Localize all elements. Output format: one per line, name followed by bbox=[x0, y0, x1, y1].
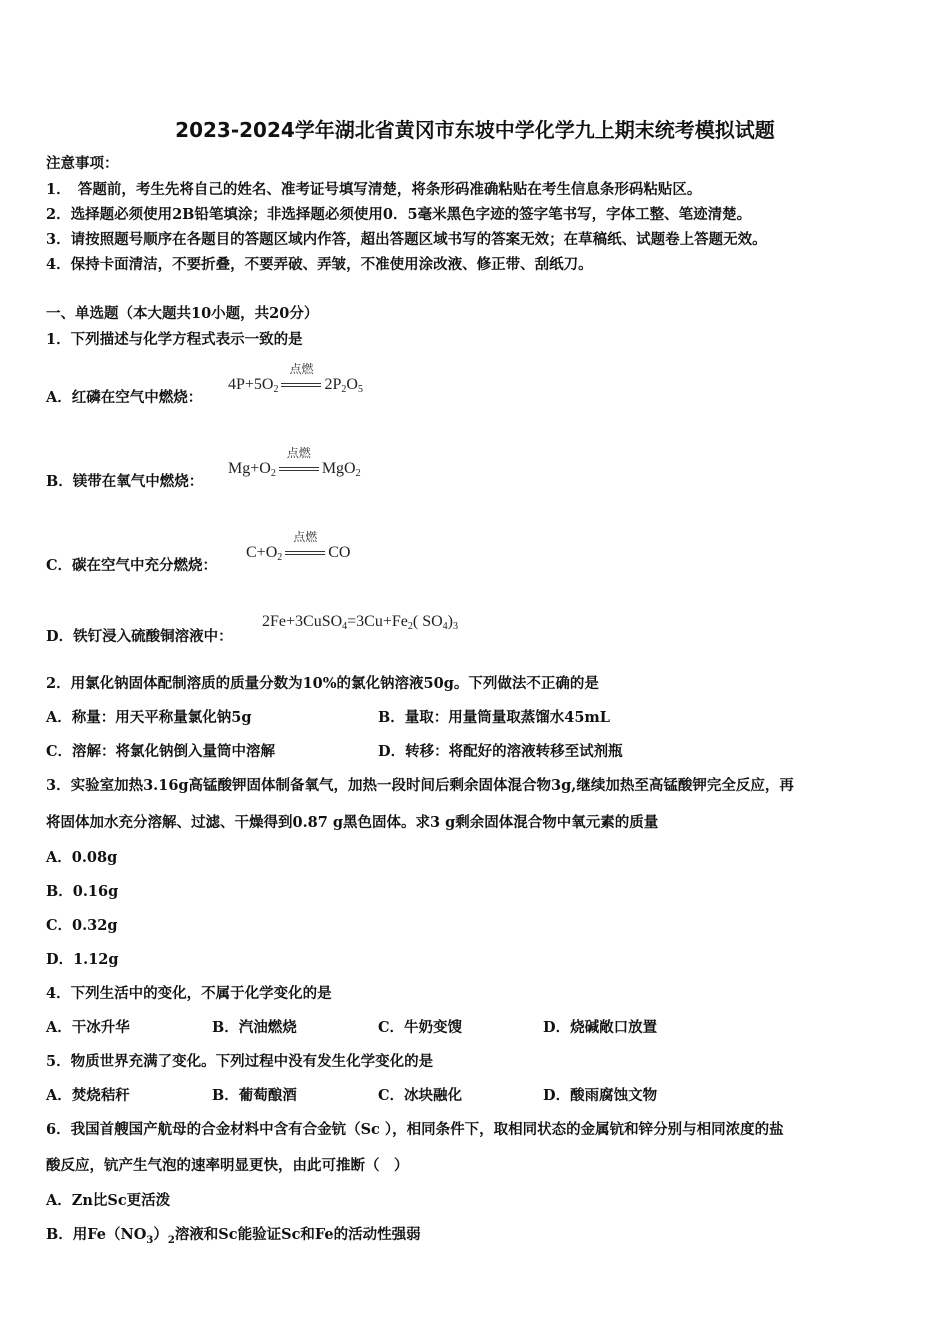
q2-option-b: B．量取：用量筒量取蒸馏水45mL bbox=[378, 709, 610, 726]
eq-subscript: 3 bbox=[452, 621, 458, 632]
q3-option-b: B．0.16g bbox=[46, 883, 119, 900]
eq-reactants: 4P+5O bbox=[228, 376, 274, 393]
q1-stem: 1．下列描述与化学方程式表示一致的是 bbox=[46, 331, 303, 348]
q1-option-b-equation bbox=[228, 446, 361, 479]
notice-item: 3．请按照题号顺序在各题目的答题区域内作答，超出答题区域书写的答案无效；在草稿纸、试题卷上答题无效。 bbox=[46, 231, 767, 248]
eq-product: MgO bbox=[321, 460, 356, 477]
q3-option-c: C．0.32g bbox=[46, 917, 118, 934]
q6-option-b bbox=[46, 1223, 421, 1246]
q5-option-a: A．焚烧秸秆 bbox=[46, 1087, 130, 1104]
eq-subscript: 2 bbox=[407, 621, 413, 632]
eq-subscript: 2 bbox=[277, 552, 283, 563]
q6-option-b-text: ） bbox=[153, 1226, 168, 1243]
q3-option-d: D．1.12g bbox=[46, 951, 119, 968]
q2-option-d: D．转移：将配好的溶液转移至试剂瓶 bbox=[378, 743, 623, 760]
eq-part: ( SO bbox=[412, 613, 443, 630]
q5-option-d: D．酸雨腐蚀文物 bbox=[543, 1087, 658, 1104]
q1-option-b-label: B．镁带在氧气中燃烧： bbox=[46, 473, 204, 490]
q6-option-b-text: B．用Fe（NO bbox=[46, 1226, 147, 1243]
eq-subscript: 2 bbox=[273, 384, 279, 395]
q4-option-b: B．汽油燃烧 bbox=[212, 1019, 297, 1036]
q6-stem-line2: 酸反应，钪产生气泡的速率明显更快，由此可推断（ ） bbox=[46, 1157, 409, 1174]
eq-subscript: 2 bbox=[355, 468, 361, 479]
subscript: 3 bbox=[146, 1234, 154, 1246]
eq-part: 2Fe+3CuSO bbox=[262, 613, 343, 630]
q1-option-c-equation bbox=[246, 530, 351, 563]
q4-option-d: D．烧碱敞口放置 bbox=[543, 1019, 658, 1036]
reaction-arrow bbox=[283, 530, 327, 562]
notice-heading: 注意事项： bbox=[46, 155, 119, 172]
q3-option-a: A．0.08g bbox=[46, 849, 118, 866]
q5-option-b: B．葡萄酿酒 bbox=[212, 1087, 297, 1104]
q3-stem-line2: 将固体加水充分溶解、过滤、干燥得到0.87 g黑色固体。求3 g剩余固体混合物中氧元素的质量 bbox=[46, 814, 659, 831]
q6-option-b-text: 溶液和Sc能验证Sc和Fe的活动性强弱 bbox=[174, 1226, 421, 1243]
eq-subscript: 2 bbox=[270, 468, 276, 479]
q6-stem-line1: 6．我国首艘国产航母的合金材料中含有合金钪（Sc ），相同条件下，取相同状态的金属钪和锌分别与相同浓度的盐 bbox=[46, 1121, 784, 1138]
notice-item: 4．保持卡面清洁，不要折叠，不要弄破、弄皱，不准使用涂改液、修正带、刮纸刀。 bbox=[46, 256, 593, 273]
q6-option-a: A．Zn比Sc更活泼 bbox=[46, 1192, 171, 1209]
q3-stem-line1: 3．实验室加热3.16g高锰酸钾固体制备氧气，加热一段时间后剩余固体混合物3g,继续加热至高锰酸钾完全反应，再 bbox=[46, 777, 794, 794]
q2-stem: 2．用氯化钠固体配制溶质的质量分数为10%的氯化钠溶液50g。下列做法不正确的是 bbox=[46, 675, 599, 692]
eq-part: ) bbox=[447, 613, 453, 630]
section-heading: 一、单选题（本大题共10小题，共20分） bbox=[46, 305, 319, 322]
notice-item: 1． 答题前，考生先将自己的姓名、准考证号填写清楚，将条形码准确粘贴在考生信息条形码粘贴区。 bbox=[46, 181, 702, 198]
reaction-arrow bbox=[279, 362, 323, 394]
reaction-condition: 点燃 bbox=[289, 362, 314, 377]
q4-option-a: A．干冰升华 bbox=[46, 1019, 130, 1036]
q4-stem: 4．下列生活中的变化，不属于化学变化的是 bbox=[46, 985, 332, 1002]
page-title: 2023-2024学年湖北省黄冈市东坡中学化学九上期末统考模拟试题 bbox=[175, 118, 775, 142]
q1-option-d-label: D．铁钉浸入硫酸铜溶液中： bbox=[46, 628, 233, 645]
q5-option-c: C．冰块融化 bbox=[378, 1087, 463, 1104]
notice-item: 2．选择题必须使用2B铅笔填涂；非选择题必须使用0．5毫米黑色字迹的签字笔书写，字体工整、笔迹清楚。 bbox=[46, 206, 752, 223]
eq-subscript: 2 bbox=[341, 384, 347, 395]
reaction-condition: 点燃 bbox=[293, 530, 318, 545]
q2-option-a: A．称量：用天平称量氯化钠5g bbox=[46, 709, 252, 726]
reaction-arrow bbox=[277, 446, 321, 478]
eq-subscript: 4 bbox=[442, 621, 448, 632]
eq-product: 2P bbox=[324, 376, 342, 393]
q5-stem: 5．物质世界充满了变化。下列过程中没有发生化学变化的是 bbox=[46, 1053, 434, 1070]
eq-reactants: C+O bbox=[246, 544, 278, 561]
q2-option-c: C．溶解：将氯化钠倒入量筒中溶解 bbox=[46, 743, 276, 760]
q1-option-a-equation bbox=[228, 362, 363, 395]
q1-option-d-equation bbox=[262, 613, 458, 632]
eq-product: CO bbox=[328, 544, 351, 561]
eq-product: O bbox=[346, 376, 358, 393]
eq-part: =3Cu+Fe bbox=[347, 613, 408, 630]
reaction-condition: 点燃 bbox=[286, 446, 311, 461]
q1-option-c-label: C．碳在空气中充分燃烧： bbox=[46, 557, 218, 574]
eq-reactants: Mg+O bbox=[228, 460, 271, 477]
eq-subscript: 5 bbox=[357, 384, 363, 395]
q4-option-c: C．牛奶变馊 bbox=[378, 1019, 463, 1036]
q1-option-a-label: A．红磷在空气中燃烧： bbox=[46, 389, 203, 406]
eq-subscript: 4 bbox=[342, 621, 348, 632]
subscript: 2 bbox=[167, 1234, 175, 1246]
